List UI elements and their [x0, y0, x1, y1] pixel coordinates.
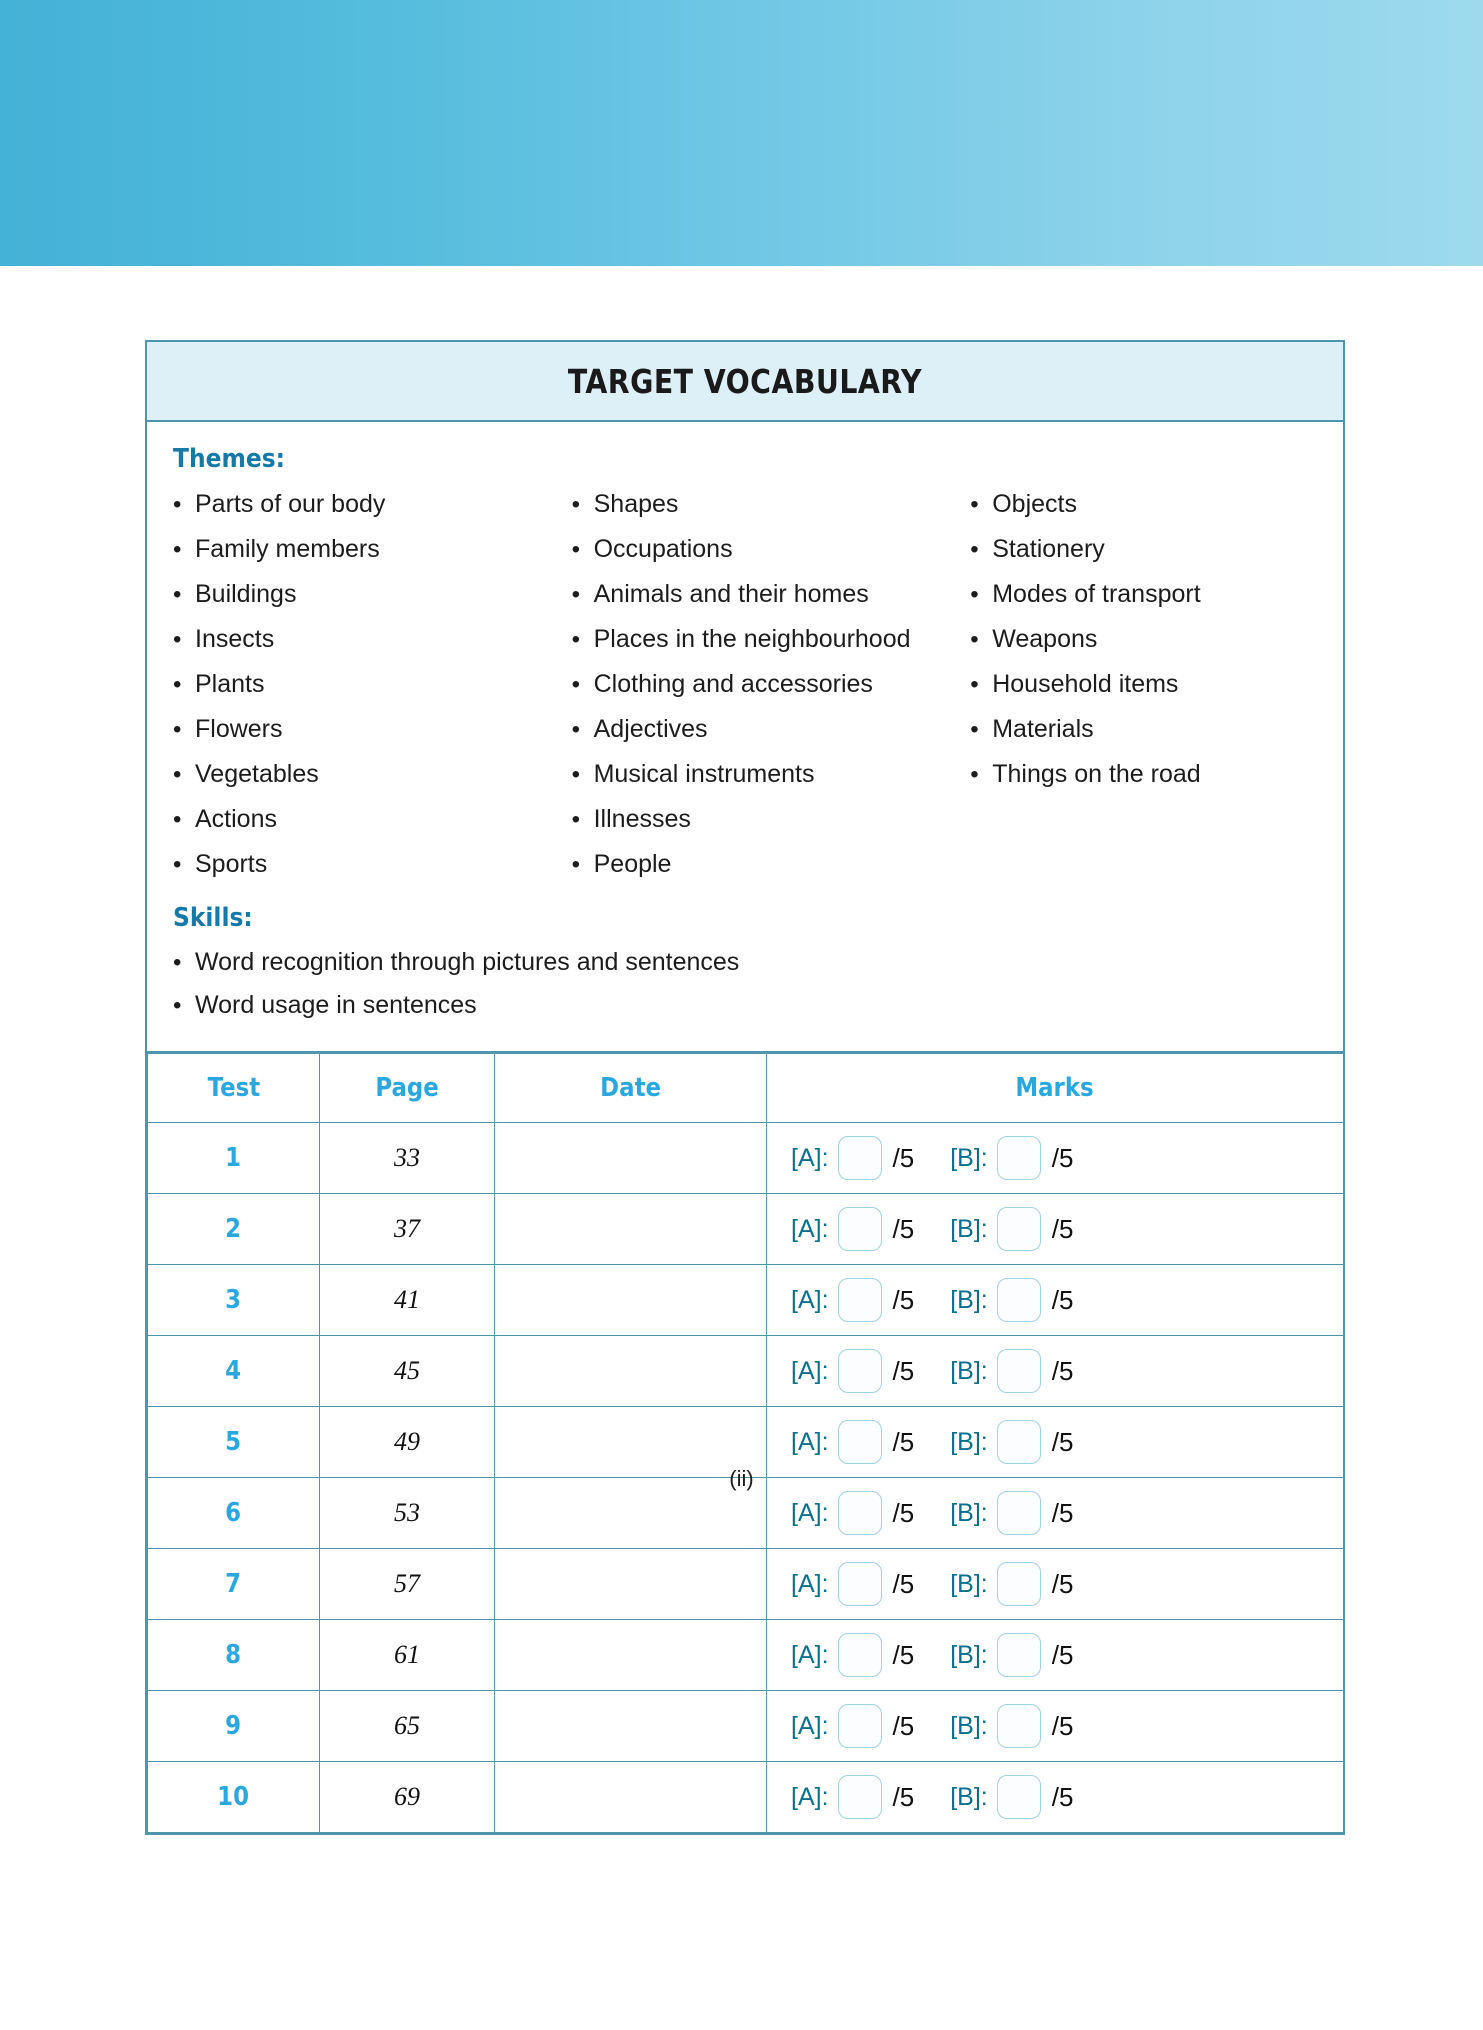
- mark-a-input[interactable]: [838, 1775, 882, 1819]
- mark-a-input[interactable]: [838, 1491, 882, 1535]
- mark-b-input[interactable]: [997, 1775, 1041, 1819]
- table-row: [148, 1123, 1344, 1194]
- list-item: [173, 617, 572, 662]
- mark-b-label: [B]:: [950, 1356, 988, 1385]
- mark-b-denominator: /5: [1051, 1781, 1074, 1812]
- mark-group-a: [791, 1278, 914, 1322]
- cell-date-input[interactable]: [495, 1265, 767, 1336]
- column-header-label: Marks: [1015, 1073, 1095, 1103]
- mark-a-input[interactable]: [838, 1633, 882, 1677]
- mark-group-b: [950, 1775, 1073, 1819]
- cell-marks: [767, 1336, 1344, 1407]
- mark-b-label: [B]:: [950, 1498, 988, 1527]
- mark-a-label: [A]:: [791, 1356, 829, 1385]
- page-title: TARGET VOCABULARY: [567, 361, 923, 401]
- mark-a-denominator: /5: [892, 1426, 915, 1457]
- cell-date-input[interactable]: [495, 1549, 767, 1620]
- skill-label: Word usage in sentences: [195, 991, 477, 1019]
- list-item: [173, 572, 572, 617]
- cell-page-number: 61: [320, 1620, 495, 1691]
- cell-page-number: 45: [320, 1336, 495, 1407]
- test-records-table: [147, 1053, 1344, 1833]
- theme-label: People: [593, 850, 672, 878]
- mark-group-b: [950, 1562, 1073, 1606]
- cell-page-number: 49: [320, 1407, 495, 1478]
- bullet-icon: •: [173, 581, 182, 608]
- mark-b-input[interactable]: [997, 1420, 1041, 1464]
- bullet-icon: •: [173, 491, 182, 518]
- mark-b-label: [B]:: [950, 1214, 988, 1243]
- mark-group-b: [950, 1633, 1073, 1677]
- bullet-icon: •: [970, 581, 979, 608]
- mark-a-label: [A]:: [791, 1143, 829, 1172]
- cell-test-number: 8: [148, 1620, 320, 1691]
- mark-a-denominator: /5: [892, 1497, 915, 1528]
- page-footer: [0, 1466, 1483, 1492]
- list-item: [970, 482, 1317, 527]
- bullet-icon: •: [173, 949, 182, 976]
- cell-marks: [767, 1549, 1344, 1620]
- cell-test-number: 2: [148, 1194, 320, 1265]
- bullet-icon: •: [173, 671, 182, 698]
- column-header-page: [320, 1054, 495, 1123]
- column-header-label: Test: [207, 1073, 260, 1103]
- themes-column-1: [173, 482, 572, 887]
- list-item: [970, 572, 1317, 617]
- list-item: [572, 752, 971, 797]
- table-row: [148, 1762, 1344, 1833]
- mark-a-denominator: /5: [892, 1213, 915, 1244]
- mark-b-denominator: /5: [1051, 1568, 1074, 1599]
- mark-a-label: [A]:: [791, 1285, 829, 1314]
- mark-b-input[interactable]: [997, 1633, 1041, 1677]
- cell-test-number: 3: [148, 1265, 320, 1336]
- theme-label: Places in the neighbourhood: [593, 625, 911, 653]
- cell-test-number: 7: [148, 1549, 320, 1620]
- mark-a-denominator: /5: [892, 1284, 915, 1315]
- list-item: [970, 617, 1317, 662]
- mark-a-denominator: /5: [892, 1639, 915, 1670]
- cell-marks: [767, 1123, 1344, 1194]
- mark-group-a: [791, 1775, 914, 1819]
- bullet-icon: •: [173, 761, 182, 788]
- cell-date-input[interactable]: [495, 1620, 767, 1691]
- mark-group-a: [791, 1420, 914, 1464]
- mark-group-a: [791, 1633, 914, 1677]
- mark-b-denominator: /5: [1051, 1426, 1074, 1457]
- table-row: [148, 1194, 1344, 1265]
- column-header-label: Date: [600, 1073, 661, 1103]
- mark-b-label: [B]:: [950, 1427, 988, 1456]
- theme-label: Musical instruments: [593, 760, 815, 788]
- cell-date-input[interactable]: [495, 1194, 767, 1265]
- mark-b-input[interactable]: [997, 1491, 1041, 1535]
- mark-a-input[interactable]: [838, 1704, 882, 1748]
- theme-label: Objects: [992, 490, 1077, 518]
- mark-a-denominator: /5: [892, 1710, 915, 1741]
- theme-label: Weapons: [992, 625, 1098, 653]
- column-header-marks: [767, 1054, 1344, 1123]
- table-row: [148, 1265, 1344, 1336]
- theme-label: Occupations: [593, 535, 733, 563]
- mark-a-denominator: /5: [892, 1142, 915, 1173]
- mark-group-a: [791, 1491, 914, 1535]
- theme-label: Family members: [195, 535, 380, 563]
- cell-date-input[interactable]: [495, 1123, 767, 1194]
- mark-a-label: [A]:: [791, 1640, 829, 1669]
- cell-marks: [767, 1691, 1344, 1762]
- table-header-row: [148, 1054, 1344, 1123]
- cell-marks: [767, 1620, 1344, 1691]
- list-item: [173, 707, 572, 752]
- mark-b-denominator: /5: [1051, 1284, 1074, 1315]
- mark-b-denominator: /5: [1051, 1213, 1074, 1244]
- mark-a-label: [A]:: [791, 1427, 829, 1456]
- theme-label: Shapes: [593, 490, 679, 518]
- cell-test-number: 5: [148, 1407, 320, 1478]
- mark-a-label: [A]:: [791, 1711, 829, 1740]
- theme-label: Buildings: [195, 580, 297, 608]
- theme-label: Animals and their homes: [593, 580, 869, 608]
- mark-b-input[interactable]: [997, 1349, 1041, 1393]
- mark-a-input[interactable]: [838, 1420, 882, 1464]
- mark-b-denominator: /5: [1051, 1639, 1074, 1670]
- mark-b-input[interactable]: [997, 1278, 1041, 1322]
- bullet-icon: •: [571, 536, 581, 563]
- list-item: [970, 707, 1317, 752]
- list-item: [173, 797, 572, 842]
- theme-label: Materials: [992, 715, 1094, 743]
- cell-page-number: 37: [320, 1194, 495, 1265]
- mark-a-denominator: /5: [892, 1355, 915, 1386]
- bullet-icon: •: [173, 806, 182, 833]
- list-item: [970, 527, 1317, 572]
- list-item: [173, 662, 572, 707]
- bullet-icon: •: [571, 626, 581, 653]
- mark-a-label: [A]:: [791, 1569, 829, 1598]
- list-item: [173, 482, 572, 527]
- mark-group-a: [791, 1207, 914, 1251]
- page-body: [0, 266, 1483, 2030]
- bullet-icon: •: [173, 851, 182, 878]
- cell-page-number: 33: [320, 1123, 495, 1194]
- mark-a-input[interactable]: [838, 1562, 882, 1606]
- mark-a-label: [A]:: [791, 1214, 829, 1243]
- mark-a-input[interactable]: [838, 1136, 882, 1180]
- themes-column-3: [970, 482, 1317, 797]
- table-row: [148, 1691, 1344, 1762]
- cell-test-number: 4: [148, 1336, 320, 1407]
- list-item: [572, 617, 971, 662]
- list-item: [173, 527, 572, 572]
- list-item: [572, 707, 971, 752]
- cell-page-number: 41: [320, 1265, 495, 1336]
- themes-heading: Themes:: [173, 444, 286, 474]
- mark-group-b: [950, 1349, 1073, 1393]
- cell-page-number: 69: [320, 1762, 495, 1833]
- table-row: [148, 1549, 1344, 1620]
- mark-b-label: [B]:: [950, 1640, 988, 1669]
- mark-b-denominator: /5: [1051, 1497, 1074, 1528]
- mark-group-b: [950, 1704, 1073, 1748]
- mark-a-denominator: /5: [892, 1781, 915, 1812]
- bullet-icon: •: [571, 716, 581, 743]
- list-item: [173, 752, 572, 797]
- bullet-icon: •: [173, 716, 182, 743]
- footer-page-number: (ii): [729, 1466, 754, 1491]
- mark-group-a: [791, 1704, 914, 1748]
- list-item: [173, 842, 572, 887]
- vocabulary-section: [147, 422, 1343, 1053]
- bullet-icon: •: [970, 491, 979, 518]
- theme-label: Sports: [195, 850, 268, 878]
- mark-group-b: [950, 1491, 1073, 1535]
- list-item: [970, 752, 1317, 797]
- mark-a-label: [A]:: [791, 1782, 829, 1811]
- mark-a-label: [A]:: [791, 1498, 829, 1527]
- bullet-icon: •: [571, 851, 581, 878]
- mark-group-a: [791, 1562, 914, 1606]
- mark-b-input[interactable]: [997, 1562, 1041, 1606]
- list-item: [572, 797, 971, 842]
- decorative-top-banner: [0, 0, 1483, 266]
- cell-date-input[interactable]: [495, 1762, 767, 1833]
- cell-marks: [767, 1194, 1344, 1265]
- skill-label: Word recognition through pictures and sentences: [195, 948, 740, 976]
- bullet-icon: •: [571, 581, 581, 608]
- theme-label: Clothing and accessories: [593, 670, 873, 698]
- skills-heading: Skills:: [173, 903, 253, 933]
- theme-label: Actions: [195, 805, 277, 833]
- mark-b-label: [B]:: [950, 1782, 988, 1811]
- mark-a-input[interactable]: [838, 1207, 882, 1251]
- bullet-icon: •: [571, 806, 581, 833]
- cell-test-number: 1: [148, 1123, 320, 1194]
- cell-test-number: 9: [148, 1691, 320, 1762]
- theme-label: Things on the road: [992, 760, 1201, 788]
- bullet-icon: •: [173, 992, 182, 1019]
- mark-a-denominator: /5: [892, 1568, 915, 1599]
- themes-column-2: [572, 482, 971, 887]
- bullet-icon: •: [173, 536, 182, 563]
- theme-label: Plants: [195, 670, 265, 698]
- bullet-icon: •: [970, 536, 979, 563]
- mark-b-denominator: /5: [1051, 1710, 1074, 1741]
- theme-label: Stationery: [992, 535, 1105, 563]
- mark-group-b: [950, 1136, 1073, 1180]
- column-header-date: [495, 1054, 767, 1123]
- bullet-icon: •: [970, 626, 979, 653]
- bullet-icon: •: [571, 761, 581, 788]
- mark-b-denominator: /5: [1051, 1142, 1074, 1173]
- cell-date-input[interactable]: [495, 1691, 767, 1762]
- bullet-icon: •: [970, 671, 979, 698]
- mark-b-input[interactable]: [997, 1704, 1041, 1748]
- cell-page-number: 57: [320, 1549, 495, 1620]
- cell-marks: [767, 1762, 1344, 1833]
- cell-marks: [767, 1265, 1344, 1336]
- theme-label: Vegetables: [195, 760, 319, 788]
- cell-test-number: 6: [148, 1478, 320, 1549]
- cell-date-input[interactable]: [495, 1336, 767, 1407]
- theme-label: Adjectives: [593, 715, 708, 743]
- list-item: [572, 482, 971, 527]
- bullet-icon: •: [571, 491, 581, 518]
- theme-label: Insects: [195, 625, 275, 653]
- mark-group-b: [950, 1278, 1073, 1322]
- mark-group-b: [950, 1207, 1073, 1251]
- mark-b-denominator: /5: [1051, 1355, 1074, 1386]
- mark-group-b: [950, 1420, 1073, 1464]
- column-header-label: Page: [375, 1073, 439, 1103]
- bullet-icon: •: [970, 761, 979, 788]
- list-item: [173, 984, 1317, 1027]
- bullet-icon: •: [173, 626, 182, 653]
- cell-page-number: 53: [320, 1478, 495, 1549]
- mark-b-input[interactable]: [997, 1207, 1041, 1251]
- skills-list: [173, 941, 1317, 1027]
- mark-a-input[interactable]: [838, 1278, 882, 1322]
- theme-label: Household items: [992, 670, 1179, 698]
- list-item: [572, 572, 971, 617]
- mark-b-label: [B]:: [950, 1285, 988, 1314]
- cell-page-number: 65: [320, 1691, 495, 1762]
- list-item: [173, 941, 1317, 984]
- theme-label: Flowers: [195, 715, 283, 743]
- mark-b-input[interactable]: [997, 1136, 1041, 1180]
- card-title-bar: [147, 342, 1343, 422]
- cell-test-number: 10: [148, 1762, 320, 1833]
- mark-group-a: [791, 1349, 914, 1393]
- mark-a-input[interactable]: [838, 1349, 882, 1393]
- table-row: [148, 1336, 1344, 1407]
- mark-b-label: [B]:: [950, 1711, 988, 1740]
- bullet-icon: •: [970, 716, 979, 743]
- bullet-icon: •: [571, 671, 581, 698]
- list-item: [572, 842, 971, 887]
- theme-label: Parts of our body: [195, 490, 386, 518]
- theme-label: Modes of transport: [992, 580, 1201, 608]
- list-item: [970, 662, 1317, 707]
- mark-b-label: [B]:: [950, 1143, 988, 1172]
- mark-group-a: [791, 1136, 914, 1180]
- list-item: [572, 527, 971, 572]
- themes-columns: [173, 482, 1317, 887]
- list-item: [572, 662, 971, 707]
- column-header-test: [148, 1054, 320, 1123]
- mark-b-label: [B]:: [950, 1569, 988, 1598]
- theme-label: Illnesses: [593, 805, 691, 833]
- table-row: [148, 1620, 1344, 1691]
- target-vocabulary-card: [145, 340, 1345, 1835]
